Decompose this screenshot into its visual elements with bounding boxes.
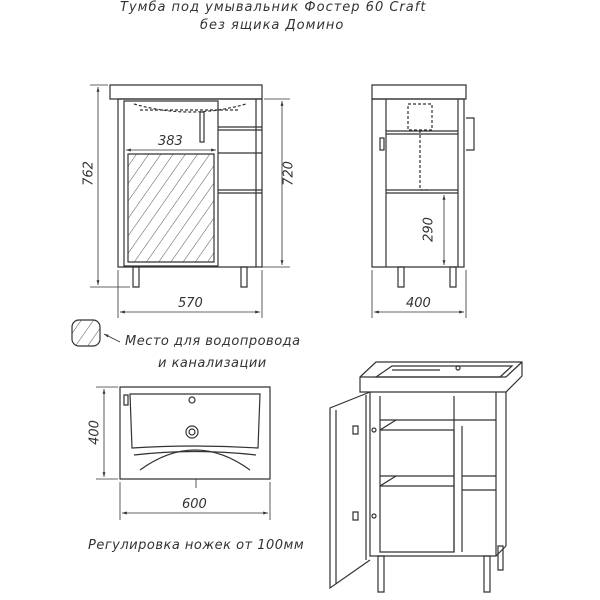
legend-text-line-1: Место для водопровода: [125, 334, 301, 349]
front-view: [90, 85, 290, 318]
door-handle: [200, 112, 204, 142]
perspective-view: [330, 362, 522, 592]
label-side-depth: 400: [406, 296, 431, 311]
footnote-leg-adjustment: Регулировка ножек от 100мм: [88, 538, 305, 553]
front-sink-top: [110, 85, 262, 99]
label-front-width: 570: [178, 296, 203, 311]
sink-bowl-outline: [134, 104, 246, 112]
perspective-door-hinge-bottom: [353, 512, 358, 520]
side-leg-left: [398, 267, 404, 287]
label-height-total: 762: [81, 161, 97, 186]
perspective-door-hinge-top: [353, 426, 358, 434]
side-view: [372, 85, 474, 318]
front-leg-right: [241, 267, 247, 287]
perspective-body: [370, 392, 496, 556]
label-height-body: 720: [281, 161, 297, 186]
label-door-width: 383: [158, 134, 183, 149]
perspective-leg-front-left: [378, 556, 384, 592]
legend-text-line-2: и канализации: [158, 356, 267, 371]
perspective-leg-front-right: [484, 556, 490, 592]
side-door-handle: [466, 118, 474, 150]
title-line-1: Тумба под умывальник Фостер 60 Craft: [120, 0, 427, 15]
label-top-depth: 400: [87, 420, 103, 445]
label-top-width: 600: [182, 497, 207, 512]
legend-symbol: [72, 320, 120, 346]
front-leg-left: [133, 267, 139, 287]
siphon-outline: [408, 104, 432, 130]
side-sink-top: [372, 85, 466, 99]
side-leg-right: [450, 267, 456, 287]
label-shelf-height: 290: [421, 217, 437, 242]
drain-hole: [186, 426, 198, 438]
faucet-hole: [189, 397, 195, 403]
front-door-hatch: [128, 154, 214, 262]
title-line-2: без ящика Домино: [200, 18, 345, 33]
